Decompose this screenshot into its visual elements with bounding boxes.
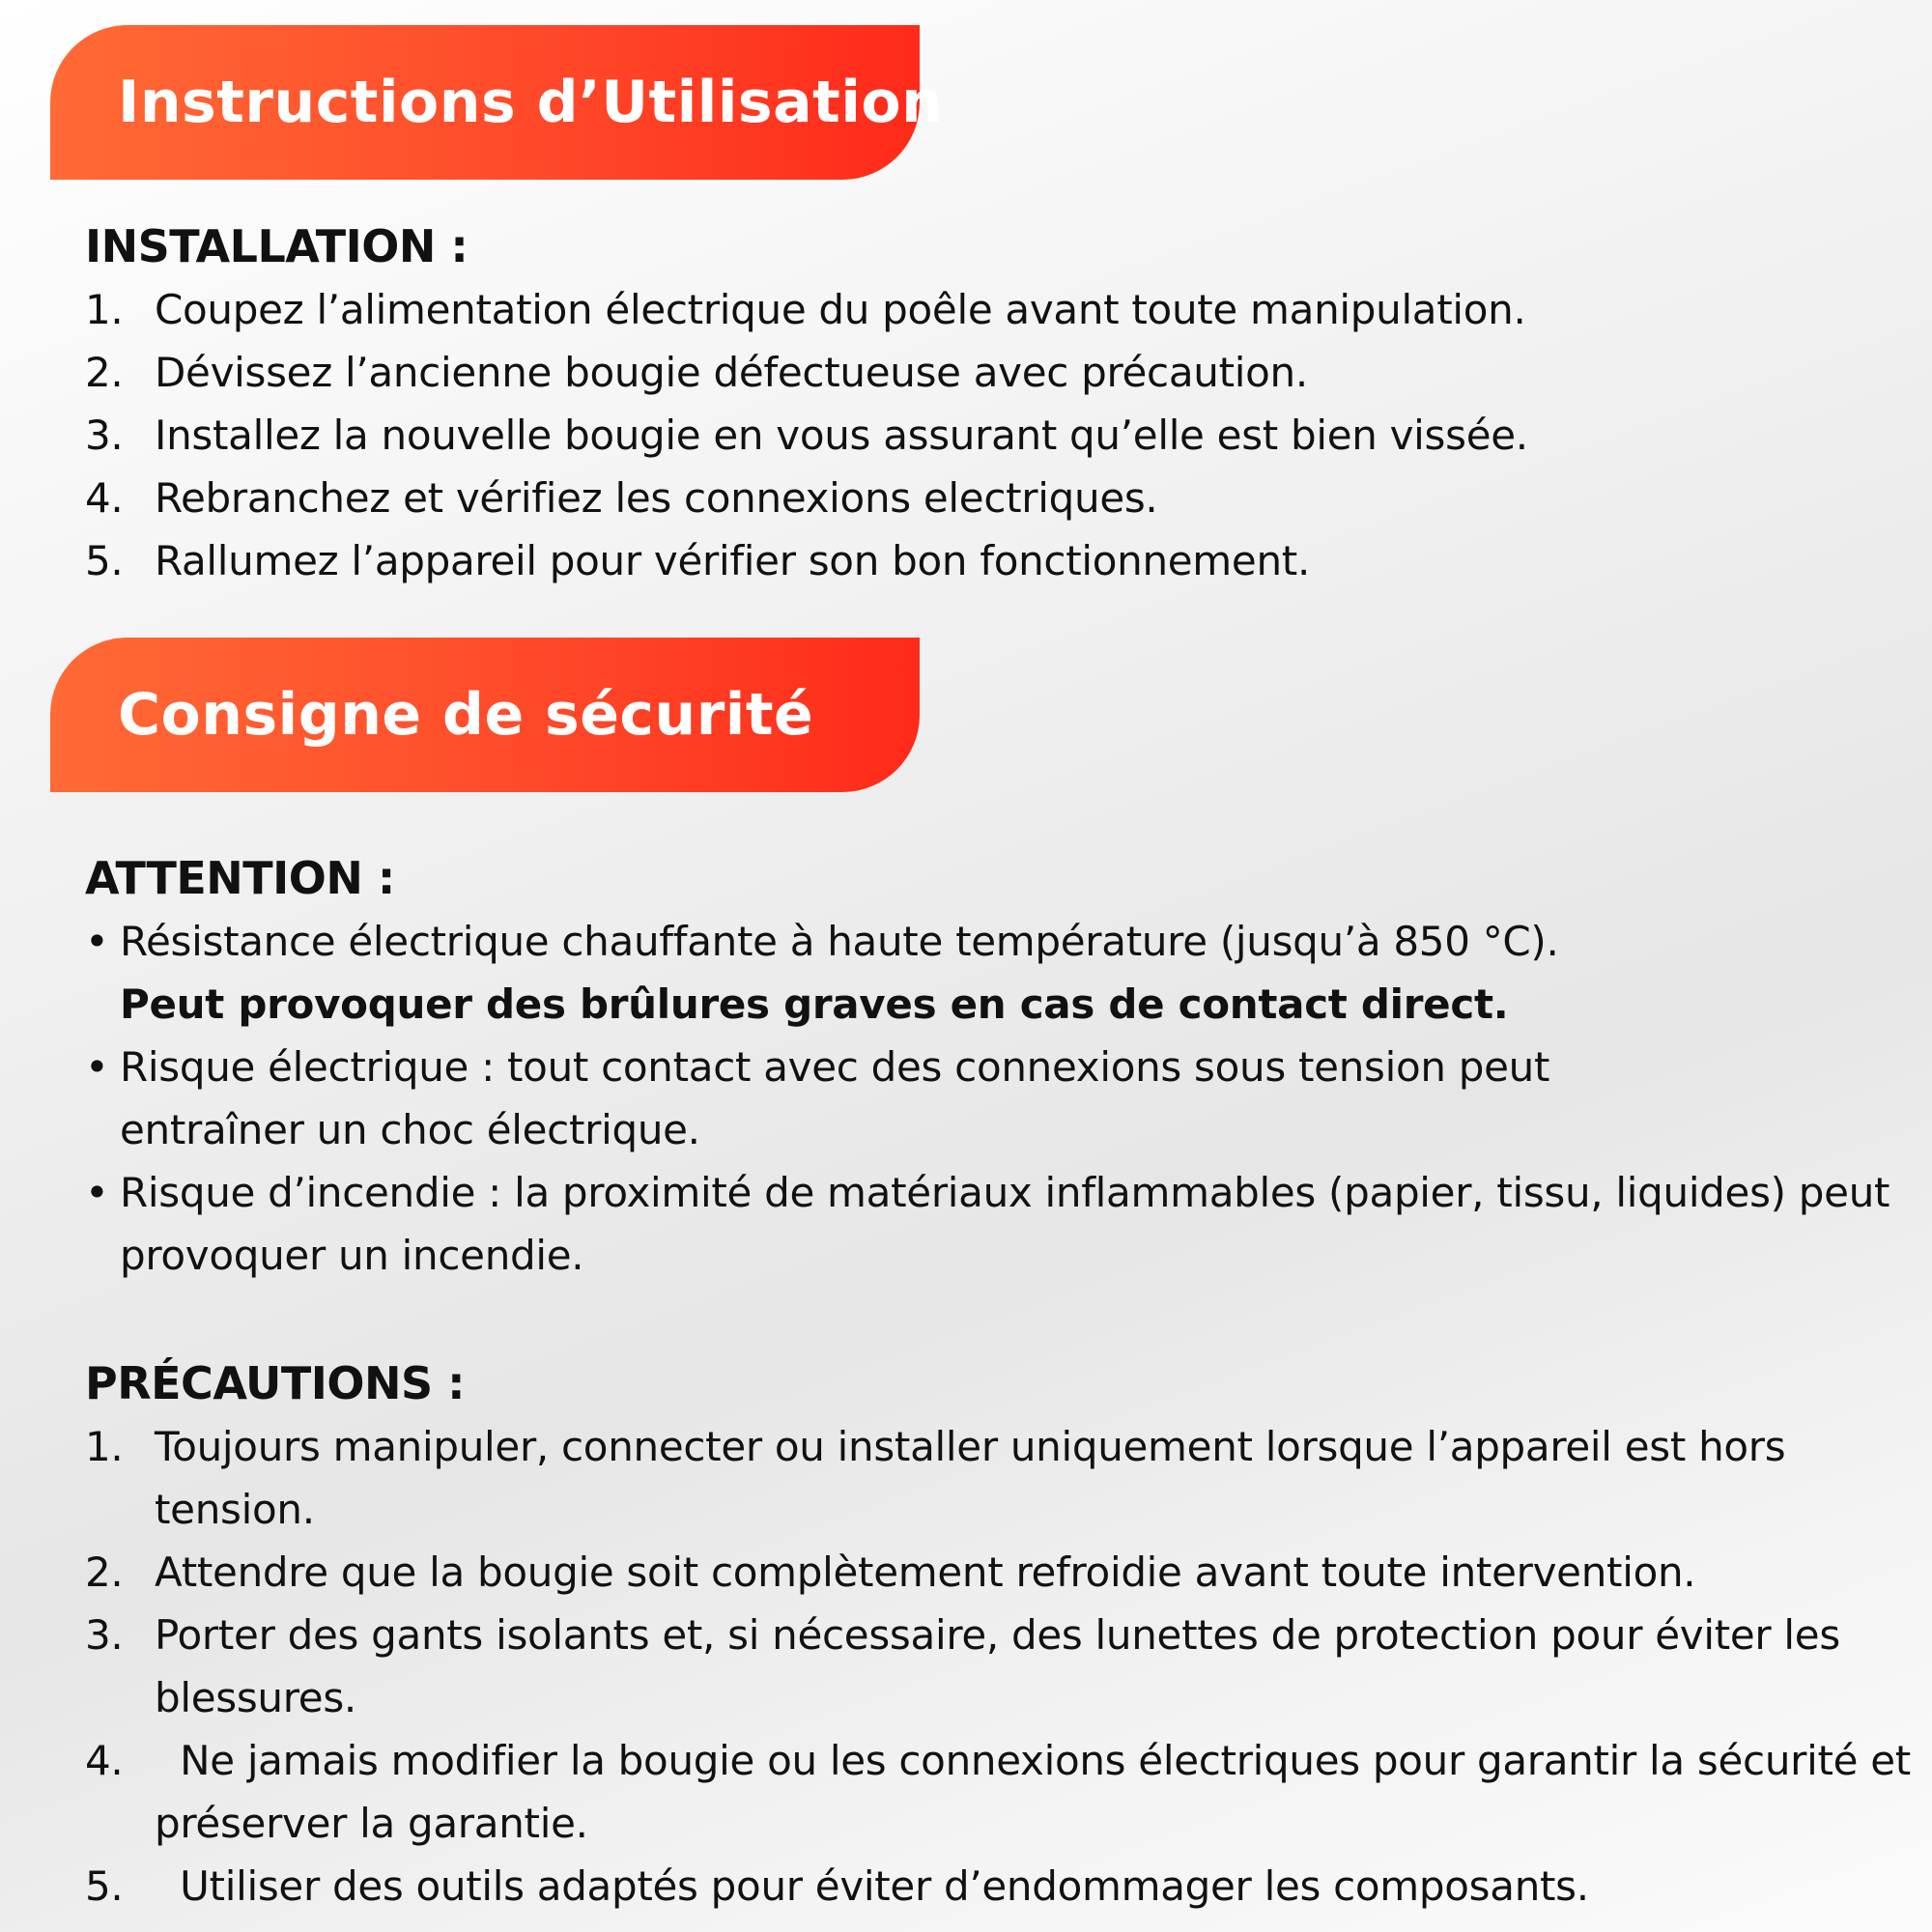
list-item bbox=[85, 910, 1727, 1036]
step-text: Utiliser des outils adaptés pour éviter d’endommager les composants. bbox=[180, 1862, 1589, 1910]
attention-text: Risque d’incendie : la proximité de matériaux inflammables (papier, tissu, liquides) peut provoquer un incendie. bbox=[120, 1169, 1890, 1279]
installation-heading: INSTALLATION : bbox=[85, 220, 469, 272]
precautions-heading: PRÉCAUTIONS : bbox=[85, 1357, 465, 1409]
installation-steps bbox=[85, 278, 1911, 592]
list-item bbox=[85, 467, 1911, 529]
step-number: 4. bbox=[85, 1737, 124, 1784]
list-item bbox=[85, 1855, 1911, 1918]
step-text: Installez la nouvelle bougie en vous assurant qu’elle est bien vissée. bbox=[155, 412, 1528, 459]
list-item bbox=[85, 1541, 1911, 1604]
attention-warning-bold: Peut provoquer des brûlures graves en cas de contact direct. bbox=[120, 980, 1509, 1028]
safety-instructions-title: Consigne de sécurité bbox=[118, 681, 814, 749]
step-text: Porter des gants isolants et, si nécessaire, des lunettes de protection pour éviter les blessures. bbox=[155, 1611, 1840, 1721]
step-text: Rebranchez et vérifiez les connexions electriques. bbox=[155, 474, 1158, 522]
precautions-section bbox=[85, 1352, 1911, 1918]
step-text: Ne jamais modifier la bougie ou les connexions électriques pour garantir la sécurité et préserver la garantie. bbox=[155, 1737, 1911, 1847]
step-number: 3. bbox=[85, 1611, 124, 1659]
attention-section bbox=[85, 847, 1911, 1287]
list-item bbox=[85, 529, 1911, 592]
attention-heading: ATTENTION : bbox=[85, 852, 395, 904]
list-item bbox=[85, 404, 1911, 467]
step-number: 1. bbox=[85, 286, 124, 333]
usage-instructions-banner bbox=[50, 25, 944, 180]
attention-items bbox=[85, 910, 1911, 1287]
step-text: Rallumez l’appareil pour vérifier son bon fonctionnement. bbox=[155, 537, 1310, 584]
list-item bbox=[85, 1036, 1727, 1161]
safety-instructions-banner bbox=[50, 638, 920, 792]
bullet-icon: • bbox=[85, 918, 109, 965]
list-item bbox=[85, 1604, 1911, 1729]
list-item bbox=[85, 1415, 1804, 1541]
usage-instructions-title: Instructions d’Utilisation bbox=[118, 69, 944, 136]
step-number: 1. bbox=[85, 1423, 124, 1470]
bullet-icon: • bbox=[85, 1043, 109, 1091]
step-number: 2. bbox=[85, 349, 124, 396]
list-item bbox=[85, 1161, 1911, 1287]
list-item bbox=[85, 341, 1911, 404]
step-text: Attendre que la bougie soit complètement refroidie avant toute intervention. bbox=[155, 1548, 1696, 1596]
step-number: 5. bbox=[85, 1862, 124, 1910]
installation-section bbox=[85, 215, 1911, 592]
step-text: Dévissez l’ancienne bougie défectueuse avec précaution. bbox=[155, 349, 1308, 396]
attention-text: Risque électrique : tout contact avec des connexions sous tension peut entraîner un choc électrique. bbox=[120, 1043, 1550, 1153]
step-text: Toujours manipuler, connecter ou installer uniquement lorsque l’appareil est hors tension. bbox=[155, 1423, 1786, 1533]
step-text: Coupez l’alimentation électrique du poêle avant toute manipulation. bbox=[155, 286, 1526, 333]
step-number: 3. bbox=[85, 412, 124, 459]
step-number: 2. bbox=[85, 1548, 124, 1596]
step-number: 5. bbox=[85, 537, 124, 584]
attention-text: Résistance électrique chauffante à haute température (jusqu’à 850 °C). bbox=[120, 918, 1559, 965]
list-item bbox=[85, 278, 1911, 341]
list-item bbox=[85, 1729, 1911, 1855]
precautions-steps bbox=[85, 1415, 1911, 1918]
step-number: 4. bbox=[85, 474, 124, 522]
bullet-icon: • bbox=[85, 1169, 109, 1216]
